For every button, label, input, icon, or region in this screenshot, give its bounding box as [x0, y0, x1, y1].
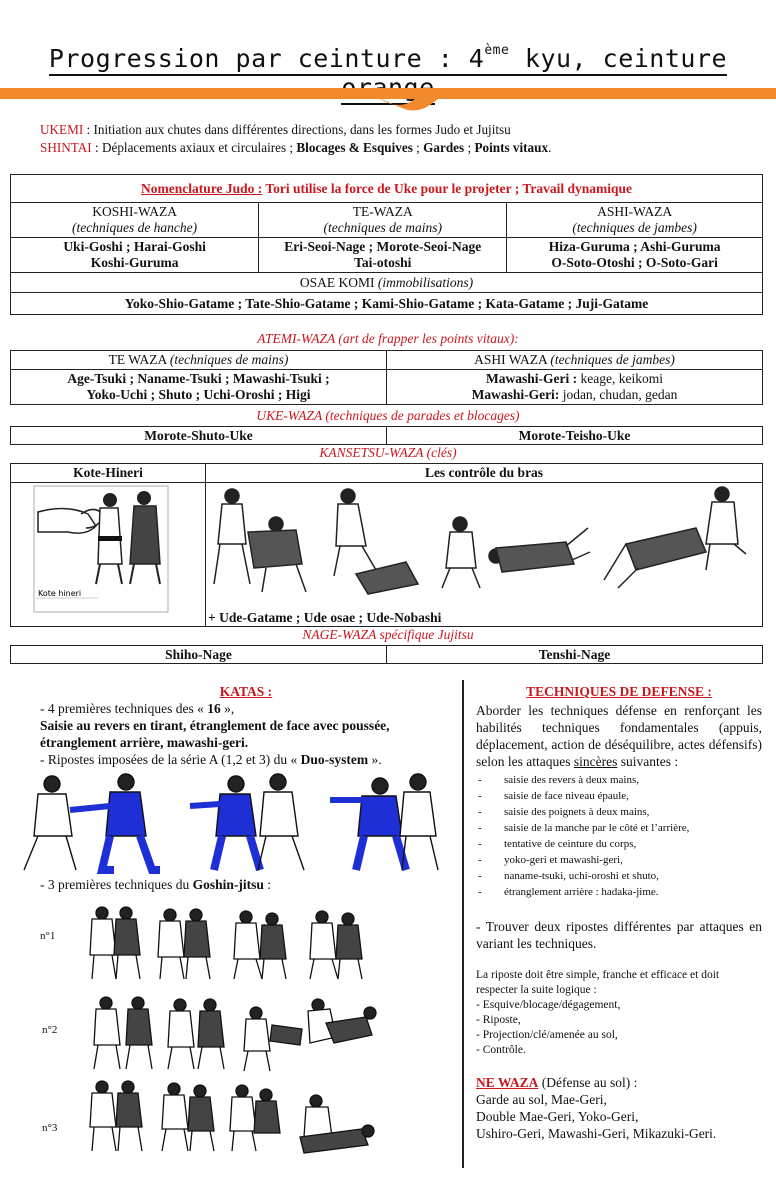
- duo-system-illustration: [10, 770, 440, 878]
- intro-block: [40, 121, 551, 157]
- kote-hineri-header: Kote-Hineri: [11, 464, 206, 483]
- kote-hineri-caption: Kote hineri: [38, 589, 82, 598]
- goshin-label-3: n°3: [42, 1122, 58, 1134]
- nage-waza-table: [10, 645, 763, 664]
- column-divider: [462, 680, 464, 1168]
- uke-waza-table: [10, 426, 763, 445]
- nomenclature-heading: Nomenclature Judo : Tori utilise la force de Uke pour le projeter ; Travail dynamique: [11, 175, 763, 203]
- katas-line2: Saisie au revers en tirant, étranglement de face avec poussée, étranglement arrière, mawashi-geri.: [40, 718, 390, 750]
- defense-intro: Aborder les techniques défense en renforçant les habilités techniques fondamentales (appuis, déplacement, action de déséquilibre, actes défensifs) selon les attaques sincères suivantes :: [476, 703, 762, 769]
- atemi-te-waza-header: TE WAZA (techniques de mains): [11, 351, 387, 370]
- atemi-ashi-waza-header: ASHI WAZA (techniques de jambes): [387, 351, 763, 370]
- te-waza-list: Eri-Seoi-Nage ; Morote-Seoi-Nage Tai-otoshi: [259, 238, 507, 273]
- katas-line4: - 3 premières techniques du Goshin-jitsu :: [40, 877, 271, 892]
- defense-find: - Trouver deux ripostes différentes par attaques en variant les techniques.: [476, 919, 762, 951]
- kansetsu-waza-heading: KANSETSU-WAZA (clés): [319, 445, 457, 460]
- koshi-waza-header: KOSHI-WAZA (techniques de hanche): [11, 203, 259, 238]
- atemi-te-waza-list: Age-Tsuki ; Naname-Tsuki ; Mawashi-Tsuki ; Yoko-Uchi ; Shuto ; Uchi-Oroshi ; Higi: [11, 370, 387, 405]
- nage-left: Shiho-Nage: [11, 646, 387, 664]
- nage-waza-heading: NAGE-WAZA spécifique Jujitsu: [302, 627, 474, 642]
- arm-control-extra: + Ude-Gatame ; Ude osae ; Ude-Nobashi: [208, 610, 442, 625]
- list-item: - saisie des poignets à deux mains,: [476, 804, 762, 820]
- uke-waza-heading: UKE-WAZA (techniques de parades et blocages): [256, 408, 520, 423]
- te-waza-header: TE-WAZA (techniques de mains): [259, 203, 507, 238]
- ne-waza-heading: NE WAZA (Défense au sol) :: [476, 1075, 638, 1090]
- uke-left: Morote-Shuto-Uke: [11, 427, 387, 445]
- brush-stroke-decoration: [320, 81, 460, 121]
- nomenclature-table: [10, 174, 763, 315]
- defense-section: [476, 683, 762, 1142]
- katas-title: KATAS :: [219, 684, 273, 699]
- osae-komi-list: Yoko-Shio-Gatame ; Tate-Shio-Gatame ; Kami-Shio-Gatame ; Kata-Gatame ; Juji-Gatame: [11, 293, 763, 315]
- defense-title: TECHNIQUES DE DEFENSE :: [526, 684, 712, 699]
- list-item: - yoko-geri et mawashi-geri,: [476, 852, 762, 868]
- page-title: Progression par ceinture : 4ème kyu, ceinture: [0, 44, 776, 102]
- atemi-waza-table: [10, 350, 763, 405]
- kote-hineri-illustration: [26, 484, 172, 614]
- arm-control-illustrations: [206, 484, 758, 604]
- osae-komi-header: OSAE KOMI (immobilisations): [11, 273, 763, 293]
- ne-waza-line2: Double Mae-Geri, Yoko-Geri,: [476, 1109, 639, 1124]
- shintai-line: SHINTAI : Déplacements axiaux et circulaires ; Blocages & Esquives ; Gardes ; Points vitaux.: [40, 140, 552, 155]
- goshin-label-1: n°1: [40, 930, 56, 942]
- atemi-waza-heading: ATEMI-WAZA (art de frapper les points vitaux):: [257, 331, 519, 346]
- ne-waza-line1: Garde au sol, Mae-Geri,: [476, 1092, 607, 1107]
- attack-list: [476, 772, 762, 900]
- ukemi-line: UKEMI : Initiation aux chutes dans différentes directions, dans les formes Judo et Jujitsu: [40, 122, 511, 137]
- uke-right: Morote-Teisho-Uke: [387, 427, 763, 445]
- list-item: - saisie de face niveau épaule,: [476, 788, 762, 804]
- list-item: - saisie des revers à deux mains,: [476, 772, 762, 788]
- riposte-rules: La riposte doit être simple, franche et efficace et doit respecter la suite logique : - Esquive/blocage/dégagement, - Riposte, - Projection/clé/amenée au sol, - Contrôle.: [476, 969, 720, 1056]
- atemi-ashi-waza-list: Mawashi-Geri : keage, keikomi Mawashi-Geri: jodan, chudan, gedan: [387, 370, 763, 405]
- arm-control-header: Les contrôle du bras: [206, 464, 763, 483]
- list-item: - naname-tsuki, uchi-oroshi et shuto,: [476, 868, 762, 884]
- katas-line3: - Ripostes imposées de la série A (1,2 et 3) du « Duo-system ».: [40, 752, 382, 767]
- katas-line1: - 4 premières techniques des « 16 »,: [40, 701, 235, 716]
- ashi-waza-header: ASHI-WAZA (techniques de jambes): [507, 203, 763, 238]
- goshin-label-2: n°2: [42, 1024, 58, 1036]
- goshin-jitsu-illustrations: [86, 905, 378, 1163]
- list-item: - tentative de ceinture du corps,: [476, 836, 762, 852]
- ashi-waza-list: Hiza-Guruma ; Ashi-Guruma O-Soto-Otoshi ; O-Soto-Gari: [507, 238, 763, 273]
- list-item: - saisie de la manche par le côté et l’arrière,: [476, 820, 762, 836]
- koshi-waza-list: Uki-Goshi ; Harai-Goshi Koshi-Guruma: [11, 238, 259, 273]
- ne-waza-line3: Ushiro-Geri, Mawashi-Geri, Mikazuki-Geri.: [476, 1126, 717, 1141]
- list-item: - étranglement arrière : hadaka-jime.: [476, 884, 762, 900]
- nage-right: Tenshi-Nage: [387, 646, 763, 664]
